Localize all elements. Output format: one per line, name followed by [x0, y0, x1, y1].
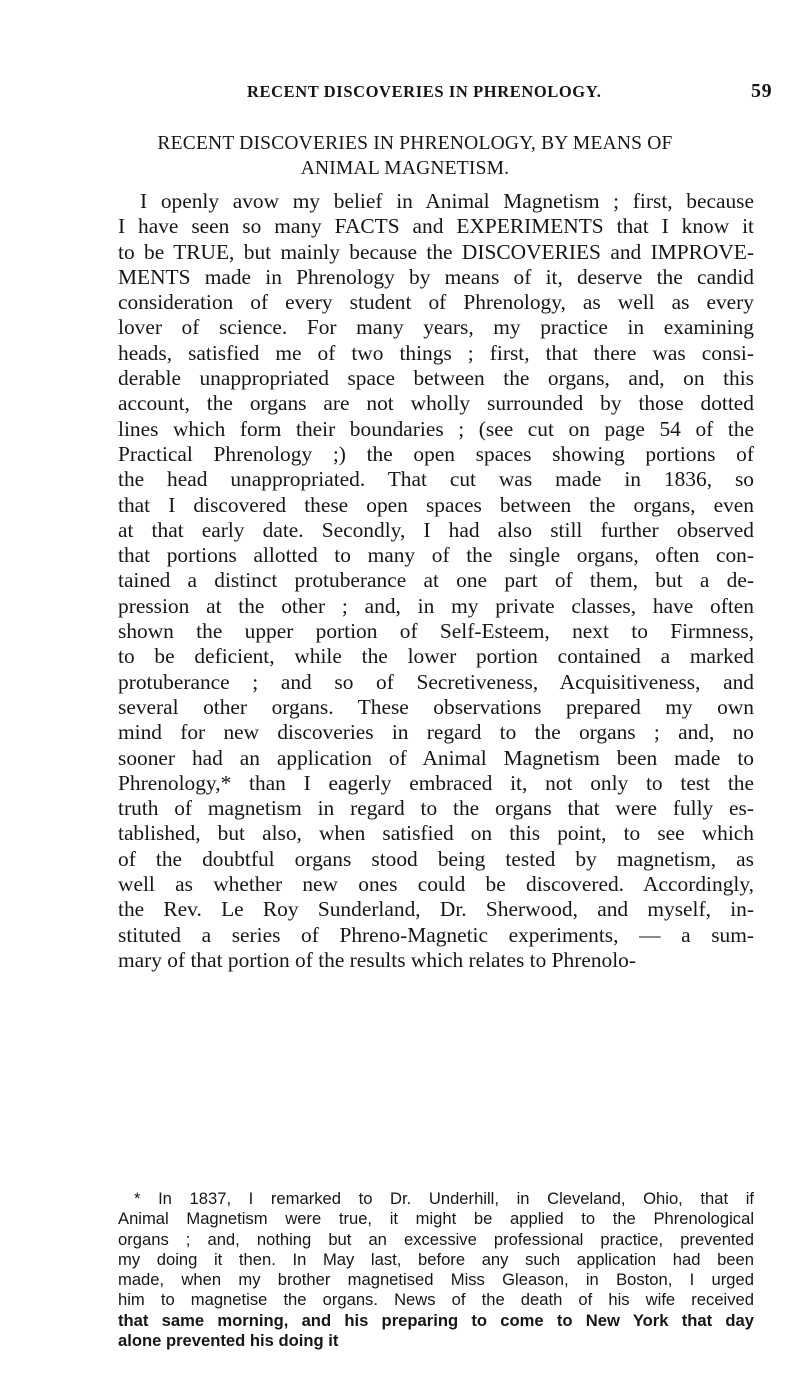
body-line: Phrenology,* than I eagerly embraced it, not only to test the: [118, 770, 754, 795]
body-line: lines which form their boundaries ; (see cut on page 54 of the: [118, 416, 754, 441]
page-number: 59: [751, 80, 773, 102]
body-line: I have seen so many FACTS and EXPERIMENTS that I know it: [118, 214, 754, 239]
body-line: mary of that portion of the results which relates to Phrenolo-: [118, 947, 637, 972]
body-line: heads, satisfied me of two things ; first, that there was consi-: [118, 340, 754, 365]
footnote-line: organs ; and, nothing but an excessive professional practice, prevented: [118, 1229, 754, 1249]
body-line: protuberance ; and so of Secretiveness, Acquisitiveness, and: [118, 669, 754, 694]
body-line: lover of science. For many years, my practice in examining: [118, 315, 754, 340]
body-line: MENTS made in Phrenology by means of it, deserve the candid: [118, 264, 754, 289]
body-text: [118, 189, 754, 973]
body-line: stituted a series of Phreno-Magnetic experiments, — a sum-: [118, 922, 754, 947]
body-line: tablished, but also, when satisfied on this point, to see which: [118, 821, 754, 846]
footnote-line: him to magnetise the organs. News of the death of his wife received: [118, 1290, 754, 1310]
body-line: to be TRUE, but mainly because the DISCOVERIES and IMPROVE-: [118, 239, 754, 264]
body-line: to be deficient, while the lower portion contained a marked: [118, 644, 754, 669]
footnote-line: made, when my brother magnetised Miss Gleason, in Boston, I urged: [118, 1270, 754, 1290]
footnote: [118, 1189, 754, 1351]
body-line: derable unappropriated space between the organs, and, on this: [118, 366, 754, 391]
footnote-line: my doing it then. In May last, before any such application had been: [118, 1249, 754, 1269]
running-head-title: RECENT DISCOVERIES IN PHRENOLOGY.: [247, 82, 602, 101]
footnote-line: alone prevented his doing it: [118, 1331, 339, 1351]
footnote-line: Animal Magnetism were true, it might be applied to the Phrenological: [118, 1209, 754, 1229]
body-line: at that early date. Secondly, I had also still further observed: [118, 517, 754, 542]
body-line: that portions allotted to many of the single organs, often con-: [118, 543, 754, 568]
body-line: Practical Phrenology ;) the open spaces showing portions of: [118, 441, 754, 466]
article-title: [0, 131, 800, 181]
body-line: the Rev. Le Roy Sunderland, Dr. Sherwood, and myself, in-: [118, 897, 754, 922]
body-line: the head unappropriated. That cut was made in 1836, so: [118, 467, 754, 492]
footnote-line: * In 1837, I remarked to Dr. Underhill, in Cleveland, Ohio, that if: [134, 1189, 754, 1208]
body-line: several other organs. These observations prepared my own: [118, 694, 754, 719]
body-line: tained a distinct protuberance at one part of them, but a de-: [118, 568, 754, 593]
body-line: truth of magnetism in regard to the organs that were fully es-: [118, 796, 754, 821]
body-line: that I discovered these open spaces between the organs, even: [118, 492, 754, 517]
body-line: shown the upper portion of Self-Esteem, next to Firmness,: [118, 619, 754, 644]
footnote-line: that same morning, and his preparing to come to New York that day: [118, 1310, 754, 1330]
body-line: consideration of every student of Phrenology, as well as every: [118, 290, 754, 315]
body-line: pression at the other ; and, in my private classes, have often: [118, 593, 754, 618]
body-line: sooner had an application of Animal Magnetism been made to: [118, 745, 754, 770]
body-line: I openly avow my belief in Animal Magnetism ; first, because: [140, 189, 754, 213]
body-line: well as whether new ones could be discovered. Accordingly,: [118, 872, 754, 897]
article-title-line-2: ANIMAL MAGNETISM.: [300, 158, 510, 179]
body-line: account, the organs are not wholly surrounded by those dotted: [118, 391, 754, 416]
body-line: mind for new discoveries in regard to the organs ; and, no: [118, 720, 754, 745]
body-line: of the doubtful organs stood being tested by magnetism, as: [118, 846, 754, 871]
article-title-line-1: RECENT DISCOVERIES IN PHRENOLOGY, BY MEANS OF: [157, 133, 673, 154]
